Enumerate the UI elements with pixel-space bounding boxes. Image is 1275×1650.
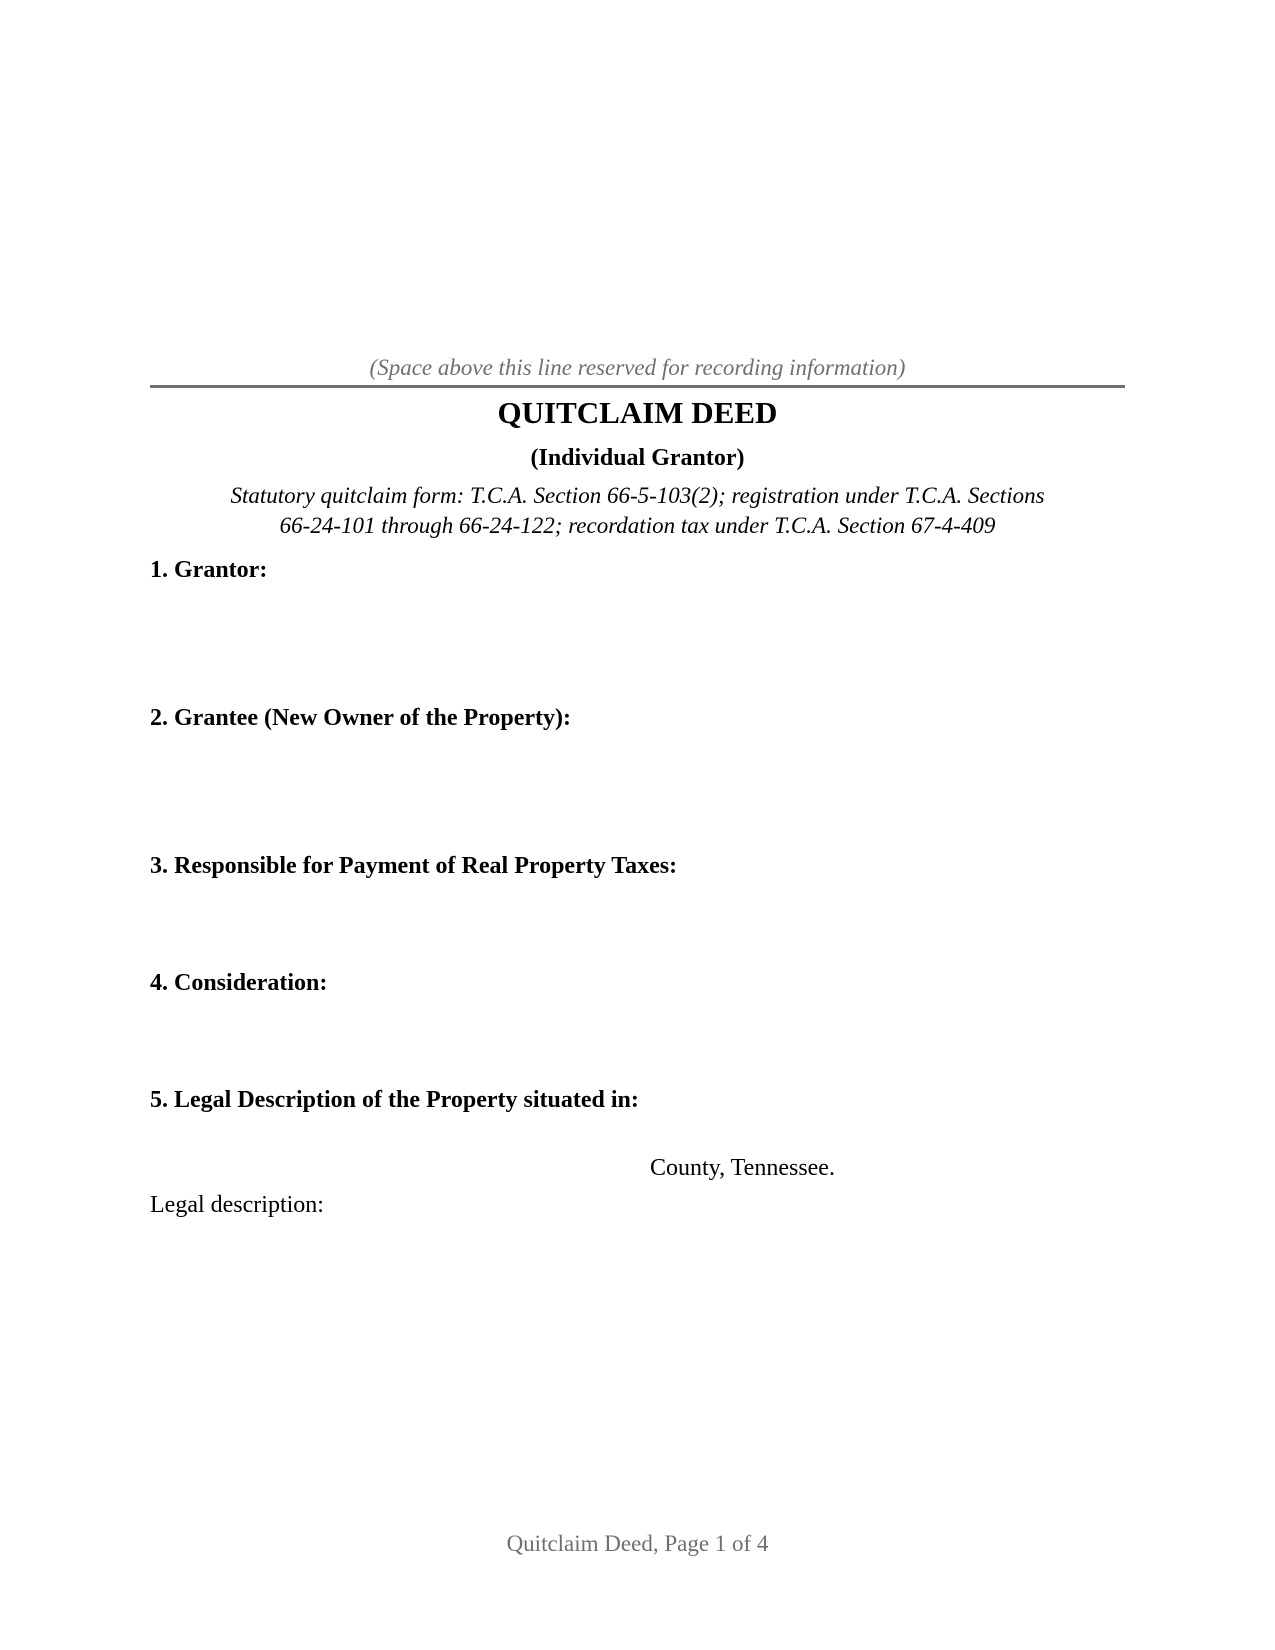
section-legal-description-heading: 5. Legal Description of the Property situated in:	[150, 1087, 639, 1113]
section-grantee-heading: 2. Grantee (New Owner of the Property):	[150, 705, 571, 731]
statute-reference-line-2: 66-24-101 through 66-24-122; recordation tax under T.C.A. Section 67-4-409	[279, 513, 996, 538]
statute-reference	[150, 481, 1125, 541]
statute-reference-line-1: Statutory quitclaim form: T.C.A. Section 66-5-103(2); registration under T.C.A. Sections	[230, 483, 1045, 508]
section-grantor-heading: 1. Grantor:	[150, 557, 268, 583]
page-footer: Quitclaim Deed, Page 1 of 4	[506, 1531, 769, 1556]
section-consideration-heading: 4. Consideration:	[150, 970, 328, 996]
document-title: QUITCLAIM DEED	[497, 395, 778, 430]
legal-description-label: Legal description:	[150, 1192, 324, 1218]
section-taxes-heading: 3. Responsible for Payment of Real Property Taxes:	[150, 853, 678, 879]
recording-divider-line	[150, 385, 1125, 388]
document-subtitle: (Individual Grantor)	[530, 445, 745, 471]
county-tennessee-text: County, Tennessee.	[650, 1155, 835, 1181]
recording-space-note: (Space above this line reserved for recording information)	[369, 355, 906, 380]
